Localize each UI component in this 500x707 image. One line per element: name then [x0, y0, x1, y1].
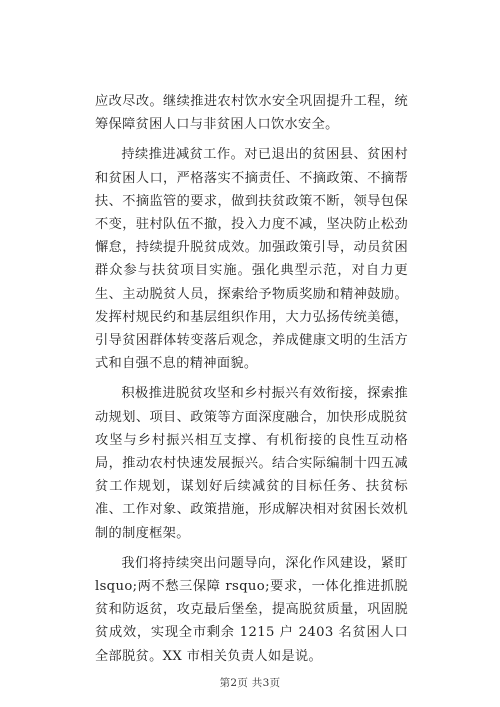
- paragraph-4: 我们将持续突出问题导向，深化作风建设，紧盯 lsquo;两不愁三保障 rsquo;要求，一体化推进抓脱贫和防返贫，攻克最后堡垒，提高脱贫质量，巩固脱贫成效，实现全市剩余 1215 户 2403 名贫困人口全部脱贫。XX 市相关负责人如是说。: [95, 555, 408, 664]
- paragraph-1: 应改尽改。继续推进农村饮水安全巩固提升工程，统筹保障贫困人口与非贫困人口饮水安全。: [95, 94, 408, 133]
- paragraph-2: 持续推进减贫工作。对已退出的贫困县、贫困村和贫困人口，严格落实不摘责任、不摘政策、不摘帮扶、不摘监管的要求，做到扶贫政策不断，领导包保不变，驻村队伍不撤，投入力度不减，坚决防止松劲懈怠，持续提升脱贫成效。加强政策引导，动员贫困群众参与扶贫项目实施。强化典型示范，对自力更生、主动脱贫人员，探索给予物质奖励和精神鼓励。发挥村规民约和基层组织作用，大力弘扬传统美德，引导贫困群体转变落后观念，养成健康文明的生活方式和自强不息的精神面貌。: [95, 147, 408, 372]
- page-footer: 第2页 共3页: [219, 677, 281, 689]
- paragraph-3: 积极推进脱贫攻坚和乡村振兴有效衔接，探索推动规划、项目、政策等方面深度融合，加快形成脱贫攻坚与乡村振兴相互支撑、有机衔接的良性互动格局，推动农村快速发展振兴。结合实际编制十四五减贫工作规划，谋划好后续减贫的目标任务、扶贫标准、工作对象、政策措施，形成解决相对贫困长效机制的制度框架。: [95, 386, 408, 541]
- document-body: [95, 90, 408, 675]
